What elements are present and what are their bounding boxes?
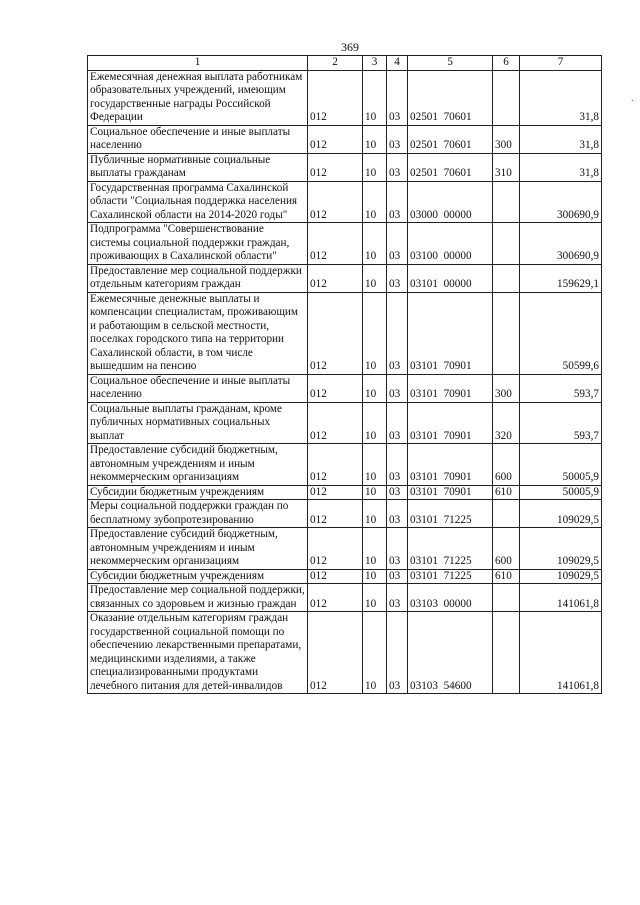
amount: 31,8 — [520, 125, 602, 153]
target-article-code: 03000 00000 — [408, 181, 493, 223]
target-article-code: 03101 70901 — [408, 485, 493, 500]
table-row — [88, 292, 602, 374]
expense-type-code — [493, 181, 520, 223]
item-name: Социальное обеспечение и иные выплаты населению — [88, 125, 308, 153]
subsection-code: 03 — [387, 612, 408, 694]
target-article-code: 03100 00000 — [408, 223, 493, 265]
subsection-code: 03 — [387, 528, 408, 570]
subsection-code: 03 — [387, 264, 408, 292]
item-name: Государственная программа Сахалинской области "Социальная поддержка населения Сахалинской области на 2014-2020 годы" — [88, 181, 308, 223]
expense-type-code: 600 — [493, 528, 520, 570]
subsection-code: 03 — [387, 125, 408, 153]
amount: 109029,5 — [520, 528, 602, 570]
item-name: Ежемесячная денежная выплата работникам образовательных учреждений, имеющим государственные награды Российской Федерации — [88, 70, 308, 125]
margin-mark: · — [630, 96, 634, 107]
subsection-code: 03 — [387, 500, 408, 528]
header-cell: 3 — [363, 56, 387, 71]
table-row — [88, 153, 602, 181]
amount: 593,7 — [520, 374, 602, 402]
header-cell: 1 — [88, 56, 308, 71]
header-row — [88, 56, 602, 71]
header-cell: 2 — [308, 56, 363, 71]
amount: 141061,8 — [520, 612, 602, 694]
ministry-code: 012 — [308, 444, 363, 486]
section-code: 10 — [363, 612, 387, 694]
target-article-code: 03101 71225 — [408, 528, 493, 570]
expense-type-code — [493, 292, 520, 374]
amount: 50005,9 — [520, 485, 602, 500]
amount: 593,7 — [520, 402, 602, 444]
expense-type-code — [493, 584, 520, 612]
expense-type-code: 600 — [493, 444, 520, 486]
subsection-code: 03 — [387, 444, 408, 486]
amount: 159629,1 — [520, 264, 602, 292]
table-row — [88, 70, 602, 125]
subsection-code: 03 — [387, 584, 408, 612]
target-article-code: 02501 70601 — [408, 70, 493, 125]
ministry-code: 012 — [308, 125, 363, 153]
section-code: 10 — [363, 402, 387, 444]
expense-type-code — [493, 612, 520, 694]
subsection-code: 03 — [387, 292, 408, 374]
expense-type-code — [493, 70, 520, 125]
ministry-code: 012 — [308, 569, 363, 584]
item-name: Социальное обеспечение и иные выплаты населению — [88, 374, 308, 402]
subsection-code: 03 — [387, 402, 408, 444]
budget-table — [87, 55, 602, 694]
expense-type-code — [493, 223, 520, 265]
target-article-code: 02501 70601 — [408, 153, 493, 181]
item-name: Подпрограмма "Совершенствование системы социальной поддержки граждан, проживающих в Сахалинской области" — [88, 223, 308, 265]
item-name: Оказание отдельным категориям граждан государственной социальной помощи по обеспечению лекарственными препаратами, медицинскими изделиями, а также специализированными продуктами лечебного питания для детей-инвалидов — [88, 612, 308, 694]
section-code: 10 — [363, 444, 387, 486]
section-code: 10 — [363, 374, 387, 402]
table-row — [88, 612, 602, 694]
amount: 31,8 — [520, 70, 602, 125]
expense-type-code: 300 — [493, 125, 520, 153]
header-cell: 4 — [387, 56, 408, 71]
expense-type-code: 300 — [493, 374, 520, 402]
target-article-code: 03101 70901 — [408, 402, 493, 444]
section-code: 10 — [363, 485, 387, 500]
section-code: 10 — [363, 223, 387, 265]
item-name: Меры социальной поддержки граждан по бесплатному зубопротезированию — [88, 500, 308, 528]
ministry-code: 012 — [308, 153, 363, 181]
section-code: 10 — [363, 181, 387, 223]
table-row — [88, 125, 602, 153]
table-row — [88, 444, 602, 486]
section-code: 10 — [363, 500, 387, 528]
table-row — [88, 500, 602, 528]
table-row — [88, 569, 602, 584]
section-code: 10 — [363, 125, 387, 153]
target-article-code: 03101 71225 — [408, 569, 493, 584]
amount: 300690,9 — [520, 223, 602, 265]
expense-type-code: 610 — [493, 485, 520, 500]
amount: 31,8 — [520, 153, 602, 181]
subsection-code: 03 — [387, 181, 408, 223]
expense-type-code — [493, 264, 520, 292]
ministry-code: 012 — [308, 584, 363, 612]
ministry-code: 012 — [308, 374, 363, 402]
item-name: Социальные выплаты гражданам, кроме публичных нормативных социальных выплат — [88, 402, 308, 444]
expense-type-code: 610 — [493, 569, 520, 584]
ministry-code: 012 — [308, 528, 363, 570]
ministry-code: 012 — [308, 612, 363, 694]
item-name: Ежемесячные денежные выплаты и компенсации специалистам, проживающим и работающим в сельской местности, поселках городского типа на территории Сахалинской области, в том числе вышедшим на пенсию — [88, 292, 308, 374]
subsection-code: 03 — [387, 70, 408, 125]
section-code: 10 — [363, 264, 387, 292]
amount: 109029,5 — [520, 500, 602, 528]
ministry-code: 012 — [308, 223, 363, 265]
amount: 50005,9 — [520, 444, 602, 486]
amount: 300690,9 — [520, 181, 602, 223]
section-code: 10 — [363, 584, 387, 612]
target-article-code: 03103 54600 — [408, 612, 493, 694]
ministry-code: 012 — [308, 402, 363, 444]
ministry-code: 012 — [308, 181, 363, 223]
section-code: 10 — [363, 70, 387, 125]
header-cell: 7 — [520, 56, 602, 71]
table-row — [88, 485, 602, 500]
subsection-code: 03 — [387, 223, 408, 265]
table-row — [88, 584, 602, 612]
page-number: 369 — [341, 40, 359, 54]
amount: 141061,8 — [520, 584, 602, 612]
ministry-code: 012 — [308, 264, 363, 292]
section-code: 10 — [363, 569, 387, 584]
table-row — [88, 223, 602, 265]
expense-type-code: 310 — [493, 153, 520, 181]
table-row — [88, 374, 602, 402]
target-article-code: 03101 70901 — [408, 292, 493, 374]
item-name: Предоставление субсидий бюджетным, автономным учреждениям и иным некоммерческим организациям — [88, 444, 308, 486]
target-article-code: 03101 70901 — [408, 374, 493, 402]
subsection-code: 03 — [387, 374, 408, 402]
item-name: Предоставление мер социальной поддержки отдельным категориям граждан — [88, 264, 308, 292]
ministry-code: 012 — [308, 292, 363, 374]
target-article-code: 03101 70901 — [408, 444, 493, 486]
ministry-code: 012 — [308, 500, 363, 528]
subsection-code: 03 — [387, 569, 408, 584]
item-name: Публичные нормативные социальные выплаты гражданам — [88, 153, 308, 181]
section-code: 10 — [363, 153, 387, 181]
ministry-code: 012 — [308, 70, 363, 125]
table-row — [88, 528, 602, 570]
table-row — [88, 264, 602, 292]
item-name: Субсидии бюджетным учреждениям — [88, 485, 308, 500]
subsection-code: 03 — [387, 485, 408, 500]
header-cell: 5 — [408, 56, 493, 71]
amount: 109029,5 — [520, 569, 602, 584]
table-row — [88, 181, 602, 223]
target-article-code: 03103 00000 — [408, 584, 493, 612]
section-code: 10 — [363, 528, 387, 570]
target-article-code: 03101 00000 — [408, 264, 493, 292]
item-name: Предоставление субсидий бюджетным, автономным учреждениям и иным некоммерческим организациям — [88, 528, 308, 570]
expense-type-code — [493, 500, 520, 528]
table-row — [88, 402, 602, 444]
expense-type-code: 320 — [493, 402, 520, 444]
subsection-code: 03 — [387, 153, 408, 181]
item-name: Субсидии бюджетным учреждениям — [88, 569, 308, 584]
amount: 50599,6 — [520, 292, 602, 374]
ministry-code: 012 — [308, 485, 363, 500]
section-code: 10 — [363, 292, 387, 374]
item-name: Предоставление мер социальной поддержки, связанных со здоровьем и жизнью граждан — [88, 584, 308, 612]
header-cell: 6 — [493, 56, 520, 71]
target-article-code: 02501 70601 — [408, 125, 493, 153]
target-article-code: 03101 71225 — [408, 500, 493, 528]
